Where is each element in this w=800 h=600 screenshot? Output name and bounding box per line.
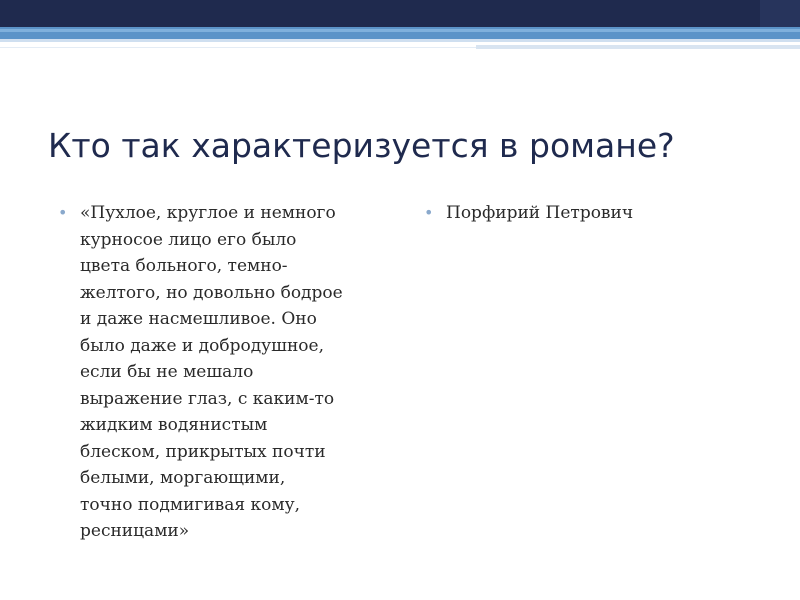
left-column	[56, 200, 386, 545]
quote-line: блеском, прикрытых почти	[80, 441, 326, 462]
quote-line: жидким водянистым	[80, 415, 268, 435]
header-light-band	[0, 39, 800, 42]
quote-line: выражение глаз, с каким-то	[80, 388, 335, 409]
quote-line: курносое лицо его было	[80, 229, 297, 250]
quote-line: если бы не мешало	[80, 362, 254, 382]
quote-line: белыми, моргающими,	[80, 468, 286, 488]
quote-line: «Пухлое, круглое и немного	[80, 203, 336, 223]
quote-line: цвета больного, темно-	[80, 256, 288, 276]
header-dark-band-accent	[760, 0, 800, 27]
quote-line: точно подмигивая кому,	[80, 494, 300, 515]
answer-bullet-item	[422, 200, 762, 227]
answer-text: Порфирий Петрович	[446, 203, 634, 223]
quote-bullet-item	[56, 200, 386, 545]
header-light-line-left	[0, 47, 476, 48]
right-column	[422, 200, 762, 227]
quote-line: ресницами»	[80, 521, 190, 541]
header-light-band-right	[476, 45, 800, 49]
quote-line: желтого, но довольно бодрое	[80, 282, 343, 303]
bullet-icon: •	[58, 203, 68, 222]
header-dark-band	[0, 0, 800, 27]
quote-line: было даже и добродушное,	[80, 335, 325, 356]
quote-text	[80, 200, 386, 545]
header-blue-highlight	[0, 29, 800, 32]
bullet-icon: •	[424, 203, 434, 222]
quote-line: и даже насмешливое. Оно	[80, 309, 317, 329]
slide-title: Кто так характеризуется в романе?	[48, 126, 675, 165]
